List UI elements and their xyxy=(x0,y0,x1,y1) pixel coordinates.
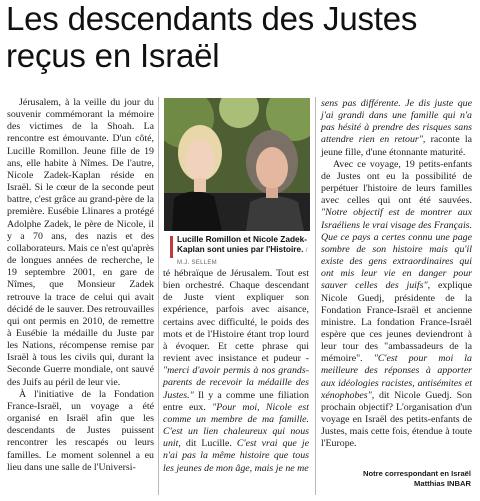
text-run: , explique Nicole Guedj, présidente de la Fondation France-Israël et ancienne ministre. La fondation France-Israël espère que ces jeunes deviendront à leur tour des "ambassadeurs de la mémoire". xyxy=(321,280,472,365)
quote: sens pas différente. Je dis juste que j'ai grandi dans une famille qui n'a pas hésité à prendre des risques sans attendre rien en retour" xyxy=(321,98,472,146)
paragraph xyxy=(321,98,472,159)
text-run: té hébraïque de Jérusalem. Tout est bien orchestré. Chaque descendant de Juste vient expliquer son expérience, parfois avec aisance, certains avec difficulté, le poids des mots et de l'Histoire étant trop lourd à évoquer. Et cette phrase qui revient avec insistance et pudeur - xyxy=(163,268,309,365)
caption-accent-bar xyxy=(170,236,173,258)
article-photo xyxy=(164,98,310,231)
article-headline xyxy=(6,0,476,74)
text-run: , raconte la jeune fille, d'une étonnante maturité. xyxy=(321,134,472,158)
quote: "C'est pour moi la meilleure des réponses à apporter aux idéologies racistes, antisémites et xénophobes" xyxy=(321,353,472,401)
text-run: dit Lucille. xyxy=(180,438,237,450)
article-column-2 xyxy=(163,268,309,475)
paragraph: Jérusalem, à la veille du jour du souvenir commémorant la mémoire des victimes de la Shoah. La rencontre est émouvante. D'un côté, Lucille Romillon. Jeune fille de 19 ans, elle habite à Nîmes. De l'autre, Nicole Zadek-Kaplan réside en Israël. Si le cœur de la seconde peut battre, c'est grâce au grand-père de la première. Eusébie Llinares a protégé Adolphe Zadek, le père de Nicole, il y a 70 ans, des nazis et des collaborateurs. Mais ce n'est qu'après de longues années de recherche, le 19 septembre 2001, en gare de Nîmes, que Monsieur Zadek retrouve la trace de celui qui avait décidé de le sauver. Des retrouvailles qui ont permis en 2010, de remettre à Eusébie la médaille du Juste par les Nations, récompense remise par Israël à tous les civils qui, durant la Seconde Guerre mondiale, ont sauvé des Juifs au péril de leur vie. xyxy=(7,97,154,388)
article-column-3 xyxy=(321,98,472,451)
quote: "merci d'avoir permis à nos grands-parents de recevoir la médaille des Justes." xyxy=(163,365,309,401)
paragraph: À l'initiative de la Fondation France-Israël, un voyage a été organisé en Israël afin que les descendants de Justes puissent rencontrer les rescapés ou leurs familles. Le moment solennel a eu lieu dans une salle de l'Universi- xyxy=(7,388,154,473)
article-column-1 xyxy=(7,97,154,474)
byline-role: Notre correspondant en Israël xyxy=(362,469,471,478)
paragraph xyxy=(321,159,472,451)
photo-caption xyxy=(177,234,310,268)
headline-line-2: reçus en Israël xyxy=(6,37,220,74)
paragraph xyxy=(163,268,309,475)
quote: C'est vrai que je n'ai pas la même histoire que tous les jeunes de mon âge, mais je ne me xyxy=(163,438,309,474)
text-run: , dit Nicole Guedj. Son prochain objectif? L'organisation d'un voyage en Israël des petits-enfants de Justes, mais cette fois, étendue à toute l'Europe. xyxy=(321,389,472,450)
caption-text: Lucille Romillon et Nicole Zadek-Kaplan sont unies par l'Histoire. xyxy=(177,234,308,254)
text-run: Avec ce voyage, 19 petits-enfants de Justes ont eu la possibilité de perpétuer l'histoire de leurs familles avec celles qui ont été sauvées. xyxy=(321,158,472,207)
photo-credit: / M.J. SELLEM xyxy=(177,248,308,266)
text-run: Il y a comme une filiation entre eux. xyxy=(163,389,309,413)
photo-of-two-women xyxy=(164,98,310,231)
byline-name: Matthias INBAR xyxy=(414,479,471,488)
column-divider xyxy=(158,97,159,495)
column-divider xyxy=(315,97,316,495)
byline xyxy=(311,469,471,489)
quote: "Pour moi, Nicole est comme un membre de ma famille. C'est un lien chaleureux qui nous unit, xyxy=(163,401,309,450)
headline-line-1: Les descendants des Justes xyxy=(6,0,418,37)
quote: "Notre objectif est de montrer aux Israéliens le vrai visage des Français. Que ce pays a certes connu une page sombre de son histoire mais qu'il existe des gens extraordinaires qui ont mis leur vie en danger pour sauver celles des juifs" xyxy=(321,207,472,292)
